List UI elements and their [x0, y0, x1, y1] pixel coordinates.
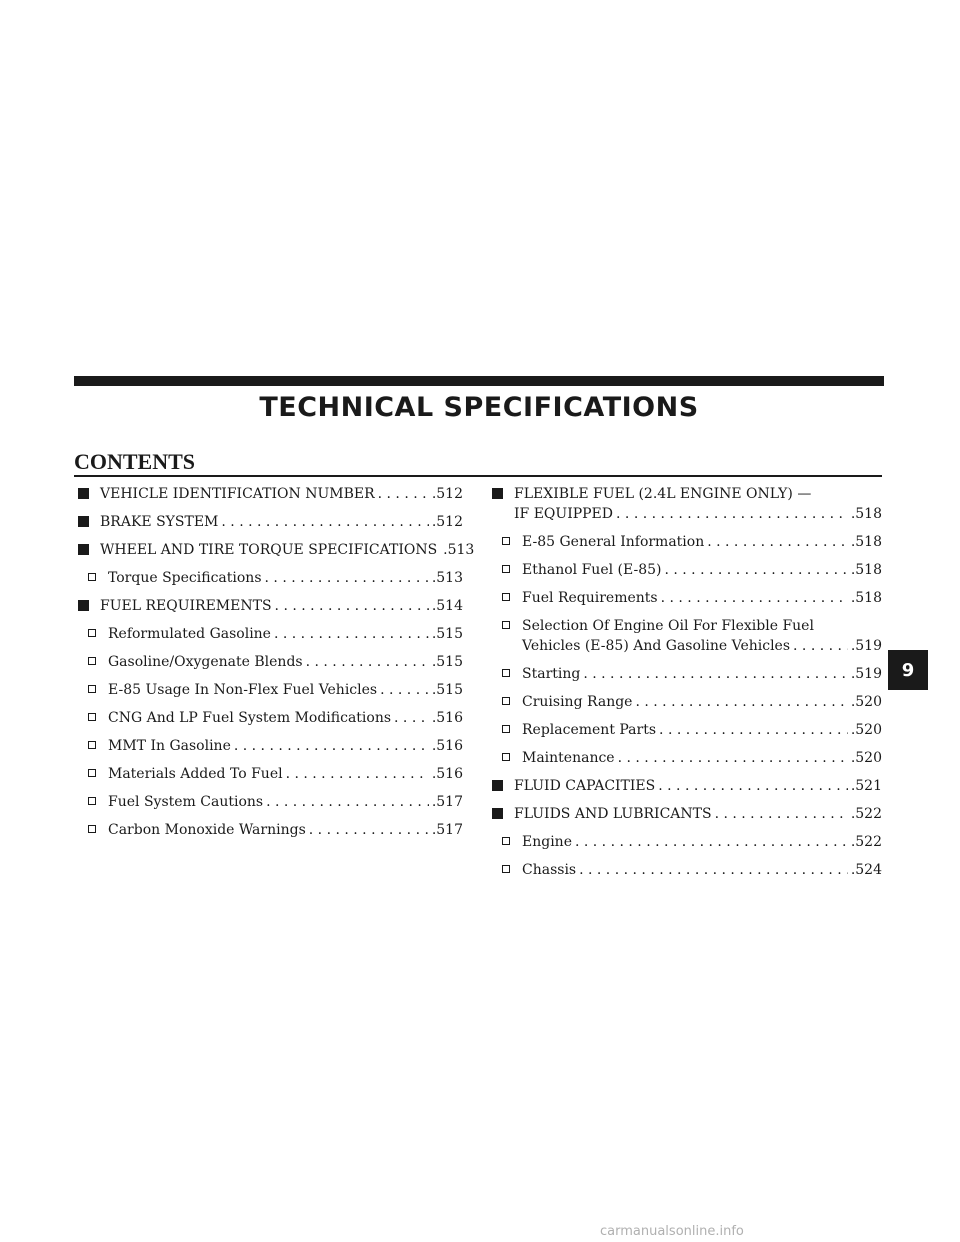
toc-entry-label: Reformulated Gasoline — [108, 626, 271, 642]
toc-entry-label: Gasoline/Oxygenate Blends — [108, 654, 303, 670]
toc-entry[interactable] — [78, 680, 463, 700]
toc-entry[interactable] — [78, 596, 463, 616]
hollow-square-bullet-icon — [502, 725, 510, 733]
toc-entry[interactable] — [78, 708, 463, 728]
toc-page-number: .512 — [431, 514, 463, 530]
page-title: TECHNICAL SPECIFICATIONS — [259, 392, 699, 423]
toc-entry-label: FUEL REQUIREMENTS — [100, 598, 272, 614]
square-bullet-icon — [78, 516, 89, 527]
hollow-square-bullet-icon — [502, 621, 510, 629]
chapter-tab[interactable]: 9 — [888, 650, 928, 690]
hollow-square-bullet-icon — [502, 697, 510, 705]
hollow-square-bullet-icon — [502, 537, 510, 545]
toc-page-number: .518 — [850, 562, 882, 578]
toc-entry-label: E-85 Usage In Non-Flex Fuel Vehicles — [108, 682, 378, 698]
dot-leader — [394, 708, 429, 728]
dot-leader — [659, 720, 848, 740]
toc-entry-label: FLUIDS AND LUBRICANTS — [514, 806, 712, 822]
toc-page-number: .514 — [431, 598, 463, 614]
toc-page-number: .513 — [443, 542, 475, 558]
hollow-square-bullet-icon — [502, 565, 510, 573]
contents-divider — [74, 475, 882, 477]
hollow-square-bullet-icon — [88, 629, 96, 637]
toc-entry-label: Torque Specifications — [108, 570, 262, 586]
toc-entry[interactable] — [78, 540, 475, 560]
toc-entry-label: MMT In Gasoline — [108, 738, 231, 754]
toc-entry[interactable] — [492, 804, 882, 824]
toc-page-number: .519 — [850, 638, 882, 654]
toc-page-number: .512 — [431, 486, 463, 502]
dot-leader — [275, 596, 429, 616]
dot-leader — [583, 664, 847, 684]
hollow-square-bullet-icon — [502, 593, 510, 601]
dot-leader — [616, 504, 848, 524]
toc-page-number: .520 — [850, 722, 882, 738]
hollow-square-bullet-icon — [502, 865, 510, 873]
hollow-square-bullet-icon — [88, 769, 96, 777]
toc-entry-label: VEHICLE IDENTIFICATION NUMBER — [100, 486, 375, 502]
toc-entry[interactable] — [492, 720, 882, 740]
dot-leader — [234, 736, 429, 756]
toc-entry-label: Ethanol Fuel (E-85) — [522, 562, 662, 578]
dot-leader — [658, 776, 848, 796]
toc-entry[interactable] — [78, 568, 463, 588]
dot-leader — [707, 532, 848, 552]
square-bullet-icon — [78, 600, 89, 611]
dot-leader — [618, 748, 848, 768]
toc-entry-label: FLUID CAPACITIES — [514, 778, 656, 794]
toc-page-number: .517 — [431, 794, 463, 810]
hollow-square-bullet-icon — [88, 685, 96, 693]
toc-entry[interactable] — [492, 692, 882, 712]
toc-right-column — [492, 480, 882, 888]
dot-leader — [274, 624, 429, 644]
hollow-square-bullet-icon — [88, 797, 96, 805]
toc-entry[interactable] — [492, 776, 882, 796]
dot-leader — [575, 832, 848, 852]
toc-entry[interactable] — [492, 832, 882, 852]
toc-entry[interactable] — [78, 792, 463, 812]
toc-page-number: .515 — [431, 654, 463, 670]
toc-page-number: .518 — [850, 506, 882, 522]
toc-page-number: .520 — [850, 694, 882, 710]
hollow-square-bullet-icon — [502, 753, 510, 761]
toc-entry-label: CNG And LP Fuel System Modifications — [108, 710, 392, 726]
hollow-square-bullet-icon — [88, 825, 96, 833]
header-rule-bar — [74, 376, 884, 386]
toc-entry-label: Fuel System Cautions — [108, 794, 264, 810]
dot-leader — [380, 680, 429, 700]
toc-entry-label: Chassis — [522, 862, 577, 878]
dot-leader — [221, 512, 428, 532]
dot-leader — [309, 820, 429, 840]
toc-page-number: .522 — [850, 834, 882, 850]
toc-entry-label: Fuel Requirements — [522, 590, 658, 606]
toc-entry[interactable] — [492, 616, 882, 656]
toc-entry[interactable] — [492, 484, 882, 524]
dot-leader — [793, 636, 848, 656]
toc-entry-label-line1: Selection Of Engine Oil For Flexible Fuel — [522, 618, 814, 634]
hollow-square-bullet-icon — [502, 669, 510, 677]
toc-entry-label: WHEEL AND TIRE TORQUE SPECIFICATIONS — [100, 542, 438, 558]
toc-left-column — [78, 480, 475, 848]
toc-entry[interactable] — [492, 860, 882, 880]
hollow-square-bullet-icon — [88, 657, 96, 665]
hollow-square-bullet-icon — [88, 573, 96, 581]
dot-leader — [715, 804, 848, 824]
toc-page-number: .524 — [850, 862, 882, 878]
hollow-square-bullet-icon — [502, 837, 510, 845]
toc-entry-label: Maintenance — [522, 750, 615, 766]
toc-entry-label-line1: FLEXIBLE FUEL (2.4L ENGINE ONLY) — — [514, 486, 812, 502]
square-bullet-icon — [78, 488, 89, 499]
toc-page-number: .516 — [431, 738, 463, 754]
toc-entry-label: Engine — [522, 834, 572, 850]
dot-leader — [635, 692, 847, 712]
toc-page-number: .517 — [431, 822, 463, 838]
toc-entry-label: Materials Added To Fuel — [108, 766, 283, 782]
toc-page-number: .518 — [850, 534, 882, 550]
dot-leader — [306, 652, 429, 672]
dot-leader — [664, 560, 847, 580]
toc-entry[interactable] — [78, 512, 463, 532]
toc-entry-label: E-85 General Information — [522, 534, 705, 550]
toc-entry-label: Starting — [522, 666, 581, 682]
toc-page-number: .519 — [850, 666, 882, 682]
dot-leader — [378, 484, 429, 504]
toc-entry[interactable] — [78, 652, 463, 672]
toc-entry-label: IF EQUIPPED — [514, 506, 614, 522]
toc-entry[interactable] — [78, 764, 463, 784]
toc-page-number: .513 — [431, 570, 463, 586]
toc-entry-label: Replacement Parts — [522, 722, 657, 738]
dot-leader — [286, 764, 429, 784]
toc-entry[interactable] — [78, 736, 463, 756]
toc-page-number: .515 — [431, 682, 463, 698]
square-bullet-icon — [492, 780, 503, 791]
toc-entry[interactable] — [78, 484, 463, 504]
contents-heading: CONTENTS — [74, 449, 196, 474]
toc-page-number: .518 — [850, 590, 882, 606]
toc-page-number: .521 — [850, 778, 882, 794]
toc-entry-label: Cruising Range — [522, 694, 633, 710]
toc-page-number: .516 — [431, 710, 463, 726]
dot-leader — [265, 568, 429, 588]
dot-leader — [661, 588, 848, 608]
square-bullet-icon — [492, 488, 503, 499]
dot-leader — [266, 792, 429, 812]
watermark-text: carmanualsonline.info — [600, 1224, 744, 1239]
toc-entry[interactable] — [492, 664, 882, 684]
hollow-square-bullet-icon — [88, 713, 96, 721]
toc-entry-label: Vehicles (E-85) And Gasoline Vehicles — [522, 638, 791, 654]
toc-page-number: .522 — [850, 806, 882, 822]
hollow-square-bullet-icon — [88, 741, 96, 749]
toc-entry[interactable] — [492, 748, 882, 768]
toc-entry-label: BRAKE SYSTEM — [100, 514, 219, 530]
toc-page-number: .520 — [850, 750, 882, 766]
toc-page-number: .515 — [431, 626, 463, 642]
toc-entry[interactable] — [78, 820, 463, 840]
toc-entry[interactable] — [492, 532, 882, 552]
toc-entry[interactable] — [492, 560, 882, 580]
toc-entry[interactable] — [78, 624, 463, 644]
dot-leader — [579, 860, 848, 880]
toc-page-number: .516 — [431, 766, 463, 782]
toc-entry-label: Carbon Monoxide Warnings — [108, 822, 306, 838]
toc-entry[interactable] — [492, 588, 882, 608]
square-bullet-icon — [492, 808, 503, 819]
square-bullet-icon — [78, 544, 89, 555]
